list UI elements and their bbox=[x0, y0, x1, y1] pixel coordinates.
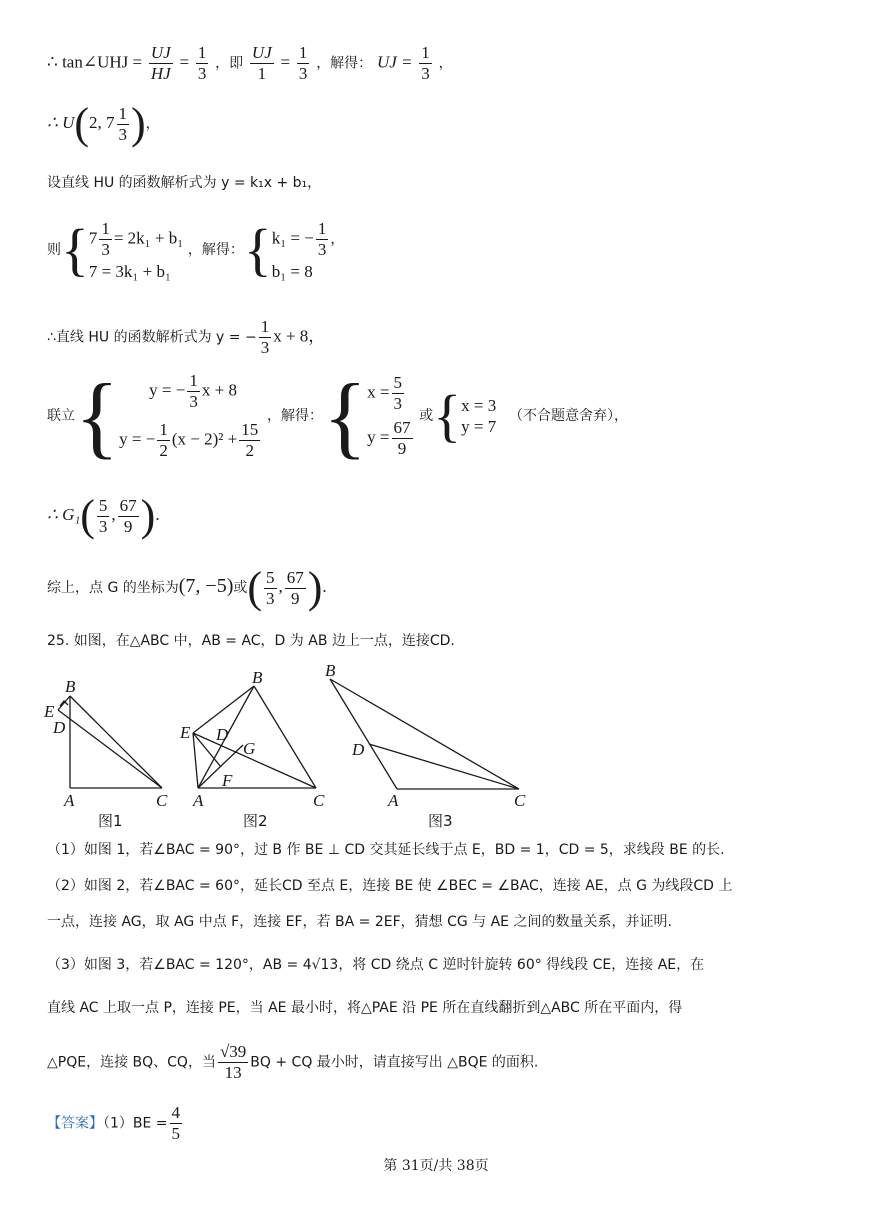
fig1-label-c: C bbox=[156, 791, 168, 810]
fig1-label-b: B bbox=[65, 677, 76, 696]
fig3-label-d: D bbox=[352, 740, 365, 759]
part-1: （1）如图 1，若∠BAC = 90°，过 B 作 BE ⊥ CD 交其延长线于点 E，BD = 1，CD = 5，求线段 BE 的长. bbox=[47, 842, 725, 858]
fig1-caption: 图1 bbox=[98, 812, 123, 830]
line-tan-uhj: ∴ tan∠UHJ = $\frac{UJ}{HJ}$ = $\frac{1}{3}$ ，即 $\frac{UJ}{1}$ = $\frac{1}{3}$ ，解得： UJ = $\frac{1}{3}$ ， bbox=[47, 43, 453, 83]
fig3-bc bbox=[330, 679, 519, 789]
fig2-bc bbox=[254, 686, 316, 788]
fig2-ea bbox=[193, 733, 198, 788]
fig3-caption: 图3 bbox=[428, 812, 453, 830]
fig1-label-d: D bbox=[53, 718, 66, 737]
fig3-label-a: A bbox=[388, 791, 399, 810]
fig1-bc bbox=[70, 696, 162, 788]
fig1-label-e: E bbox=[44, 702, 55, 721]
line-set-hu: 设直线 HU 的函数解析式为 y = k₁x + b₁， bbox=[47, 175, 322, 191]
fig2-label-e: E bbox=[180, 723, 191, 742]
figure-1 bbox=[40, 670, 180, 810]
fig1-ec bbox=[58, 710, 162, 788]
fig3-label-c: C bbox=[514, 791, 526, 810]
fig2-label-f: F bbox=[222, 771, 233, 790]
fig2-label-c: C bbox=[313, 791, 325, 810]
fig2-label-b: B bbox=[252, 668, 263, 687]
fig1-label-a: A bbox=[64, 791, 75, 810]
line-point-u: ∴ U(2, 7 $\frac{1}{3}$ )， bbox=[47, 99, 160, 148]
line-hu-result: ∴直线 HU 的函数解析式为 y = − $\frac{1}{3}$ x + 8， bbox=[47, 317, 326, 357]
fig2-label-g: G bbox=[243, 739, 256, 758]
fig3-label-b: B bbox=[325, 661, 336, 680]
fig2-label-a: A bbox=[193, 791, 204, 810]
part-3-line-b: 直线 AC 上取一点 P，连接 PE，当 AE 最小时，将△PAE 沿 PE 所在直线翻折到△ABC 所在平面内，得 bbox=[47, 1000, 683, 1016]
fig3-dc bbox=[369, 744, 519, 789]
line-lianli: 联立{ y = − $\frac{1}{3}$ x + 8 y = − $\frac{1}{2}$ (x − 2)² + $\frac{15}{2}$ ，解得：{ x = $\frac{5}{3}$ y = $\frac{67}{9}$ 或{ x = 3 y = 7 （不合题意舍弃）， bbox=[47, 365, 628, 467]
fig1-be bbox=[58, 696, 70, 710]
line-summary: 综上，点 G 的坐标为(7, −5)或( $\frac{5}{3}$ , $\frac{67}{9}$ ). bbox=[47, 563, 327, 612]
line-g1: ∴ G₁( $\frac{5}{3}$ , $\frac{67}{9}$ ). bbox=[47, 491, 160, 540]
part-3-line-a: （3）如图 3，若∠BAC = 120°，AB = 4√13，将 CD 绕点 C 逆时针旋转 60° 得线段 CE，连接 AE，在 bbox=[47, 957, 705, 973]
part-2-line-b: 一点，连接 AG，取 AG 中点 F，连接 EF，若 BA = 2EF，猜想 CG 与 AE 之间的数量关系，并证明. bbox=[47, 914, 672, 930]
fig2-label-d: D bbox=[216, 725, 229, 744]
answer-tag: 【答案】 bbox=[47, 1115, 103, 1132]
question-25: 25. 如图，在△ABC 中，AB = AC，D 为 AB 边上一点，连接CD. bbox=[47, 633, 455, 649]
figure-3 bbox=[320, 660, 535, 810]
page-footer: 第 31页/共 38页 bbox=[383, 1158, 489, 1174]
part-3-line-c: △PQE，连接 BQ、CQ，当 $\frac{√39}{13}$ BQ + CQ 最小时，请直接写出 △BQE 的面积. bbox=[47, 1042, 539, 1082]
part-2-line-a: （2）如图 2，若∠BAC = 60°，延长CD 至点 E，连接 BE 使 ∠BEC = ∠BAC，连接 AE，点 G 为线段CD 上 bbox=[47, 878, 733, 894]
answer-line: 【答案】（1）BE = $\frac{4}{5}$ bbox=[47, 1103, 181, 1143]
fig2-caption: 图2 bbox=[243, 812, 268, 830]
fig3-ab bbox=[330, 679, 397, 789]
figure-2 bbox=[175, 665, 335, 810]
line-system-k1-b1: 则{ 7 $\frac{1}{3}$ = 2k₁ + b₁ 7 = 3k₁ + b₁ ，解得：{ k₁ = − $\frac{1}{3}$ ， b₁ = 8 bbox=[47, 217, 345, 282]
